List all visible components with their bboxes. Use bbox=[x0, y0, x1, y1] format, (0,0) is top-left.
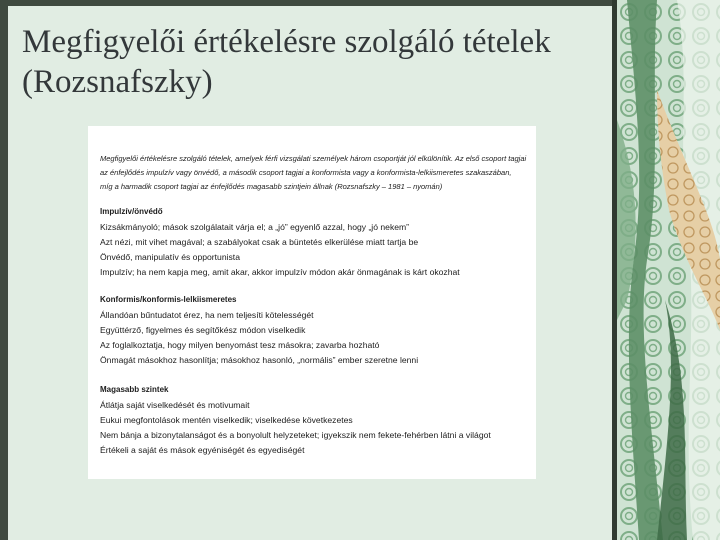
list-item: Impulzív; ha nem kapja meg, amit akar, akkor impulzív módon akár önmagának is kárt okozhat bbox=[100, 267, 460, 277]
list-item: Nem bánja a bizonytalanságot és a bonyolult helyzeteket; igyekszik nem fekete-fehérben látni a világot bbox=[100, 430, 491, 440]
list-item: Eukui megfontolások mentén viselkedik; viselkedése következetes bbox=[100, 415, 353, 425]
list-item: Együttérző, figyelmes és segítőkész módon viselkedik bbox=[100, 325, 306, 335]
intro-line: Megfigyelői értékelésre szolgáló tételek, amelyek férfi vizsgálati személyek három csoportját jól elkülönítik. Az első csoport tagjai bbox=[100, 154, 527, 163]
list-item: Önmagát másokhoz hasonlítja; másokhoz hasonló, „normális” ember szeretne lenni bbox=[100, 355, 419, 365]
list-item: Értékeli a saját és mások egyéniségét és egyediségét bbox=[100, 445, 305, 455]
list-item: Önvédő, manipulatív és opportunista bbox=[100, 252, 240, 262]
list-item: Azt nézi, mit vihet magával; a szabályokat csak a büntetés elkerülése miatt tartja be bbox=[100, 237, 419, 247]
list-item: Kizsákmányoló; mások szolgálatait várja el; a „jó” egyenlő azzal, hogy „jó nekem” bbox=[100, 222, 410, 232]
list-item: Állandóan bűntudatot érez, ha nem teljesíti kötelességét bbox=[100, 310, 314, 320]
document-image bbox=[88, 126, 536, 479]
list-item: Átlátja saját viselkedését és motivumait bbox=[100, 400, 250, 410]
decorative-pattern bbox=[617, 0, 720, 540]
slide-title: Megfigyelői értékelésre szolgáló tételek (Rozsnafszky) bbox=[22, 24, 551, 100]
section-heading: Impulzív/önvédő bbox=[100, 207, 163, 216]
list-item: Az foglalkoztatja, hogy milyen benyomást tesz másokra; zavarba hozható bbox=[100, 340, 380, 350]
intro-line: míg a harmadik csoport tagjai az énfejlődés magasabb szintjein állnak (Rozsnafszky – 1981 – nyomán) bbox=[100, 182, 443, 191]
intro-line: az énfejlődés impulzív vagy önvédő, a második csoport tagjai a konformista vagy a konformista-lelkiismeretes szakaszában, bbox=[100, 168, 512, 177]
frame-left-border bbox=[0, 0, 8, 540]
decorative-side-panel bbox=[617, 0, 720, 540]
section-heading: Magasabb szintek bbox=[100, 385, 169, 394]
section-heading: Konformis/konformis-lelkiismeretes bbox=[100, 295, 237, 304]
